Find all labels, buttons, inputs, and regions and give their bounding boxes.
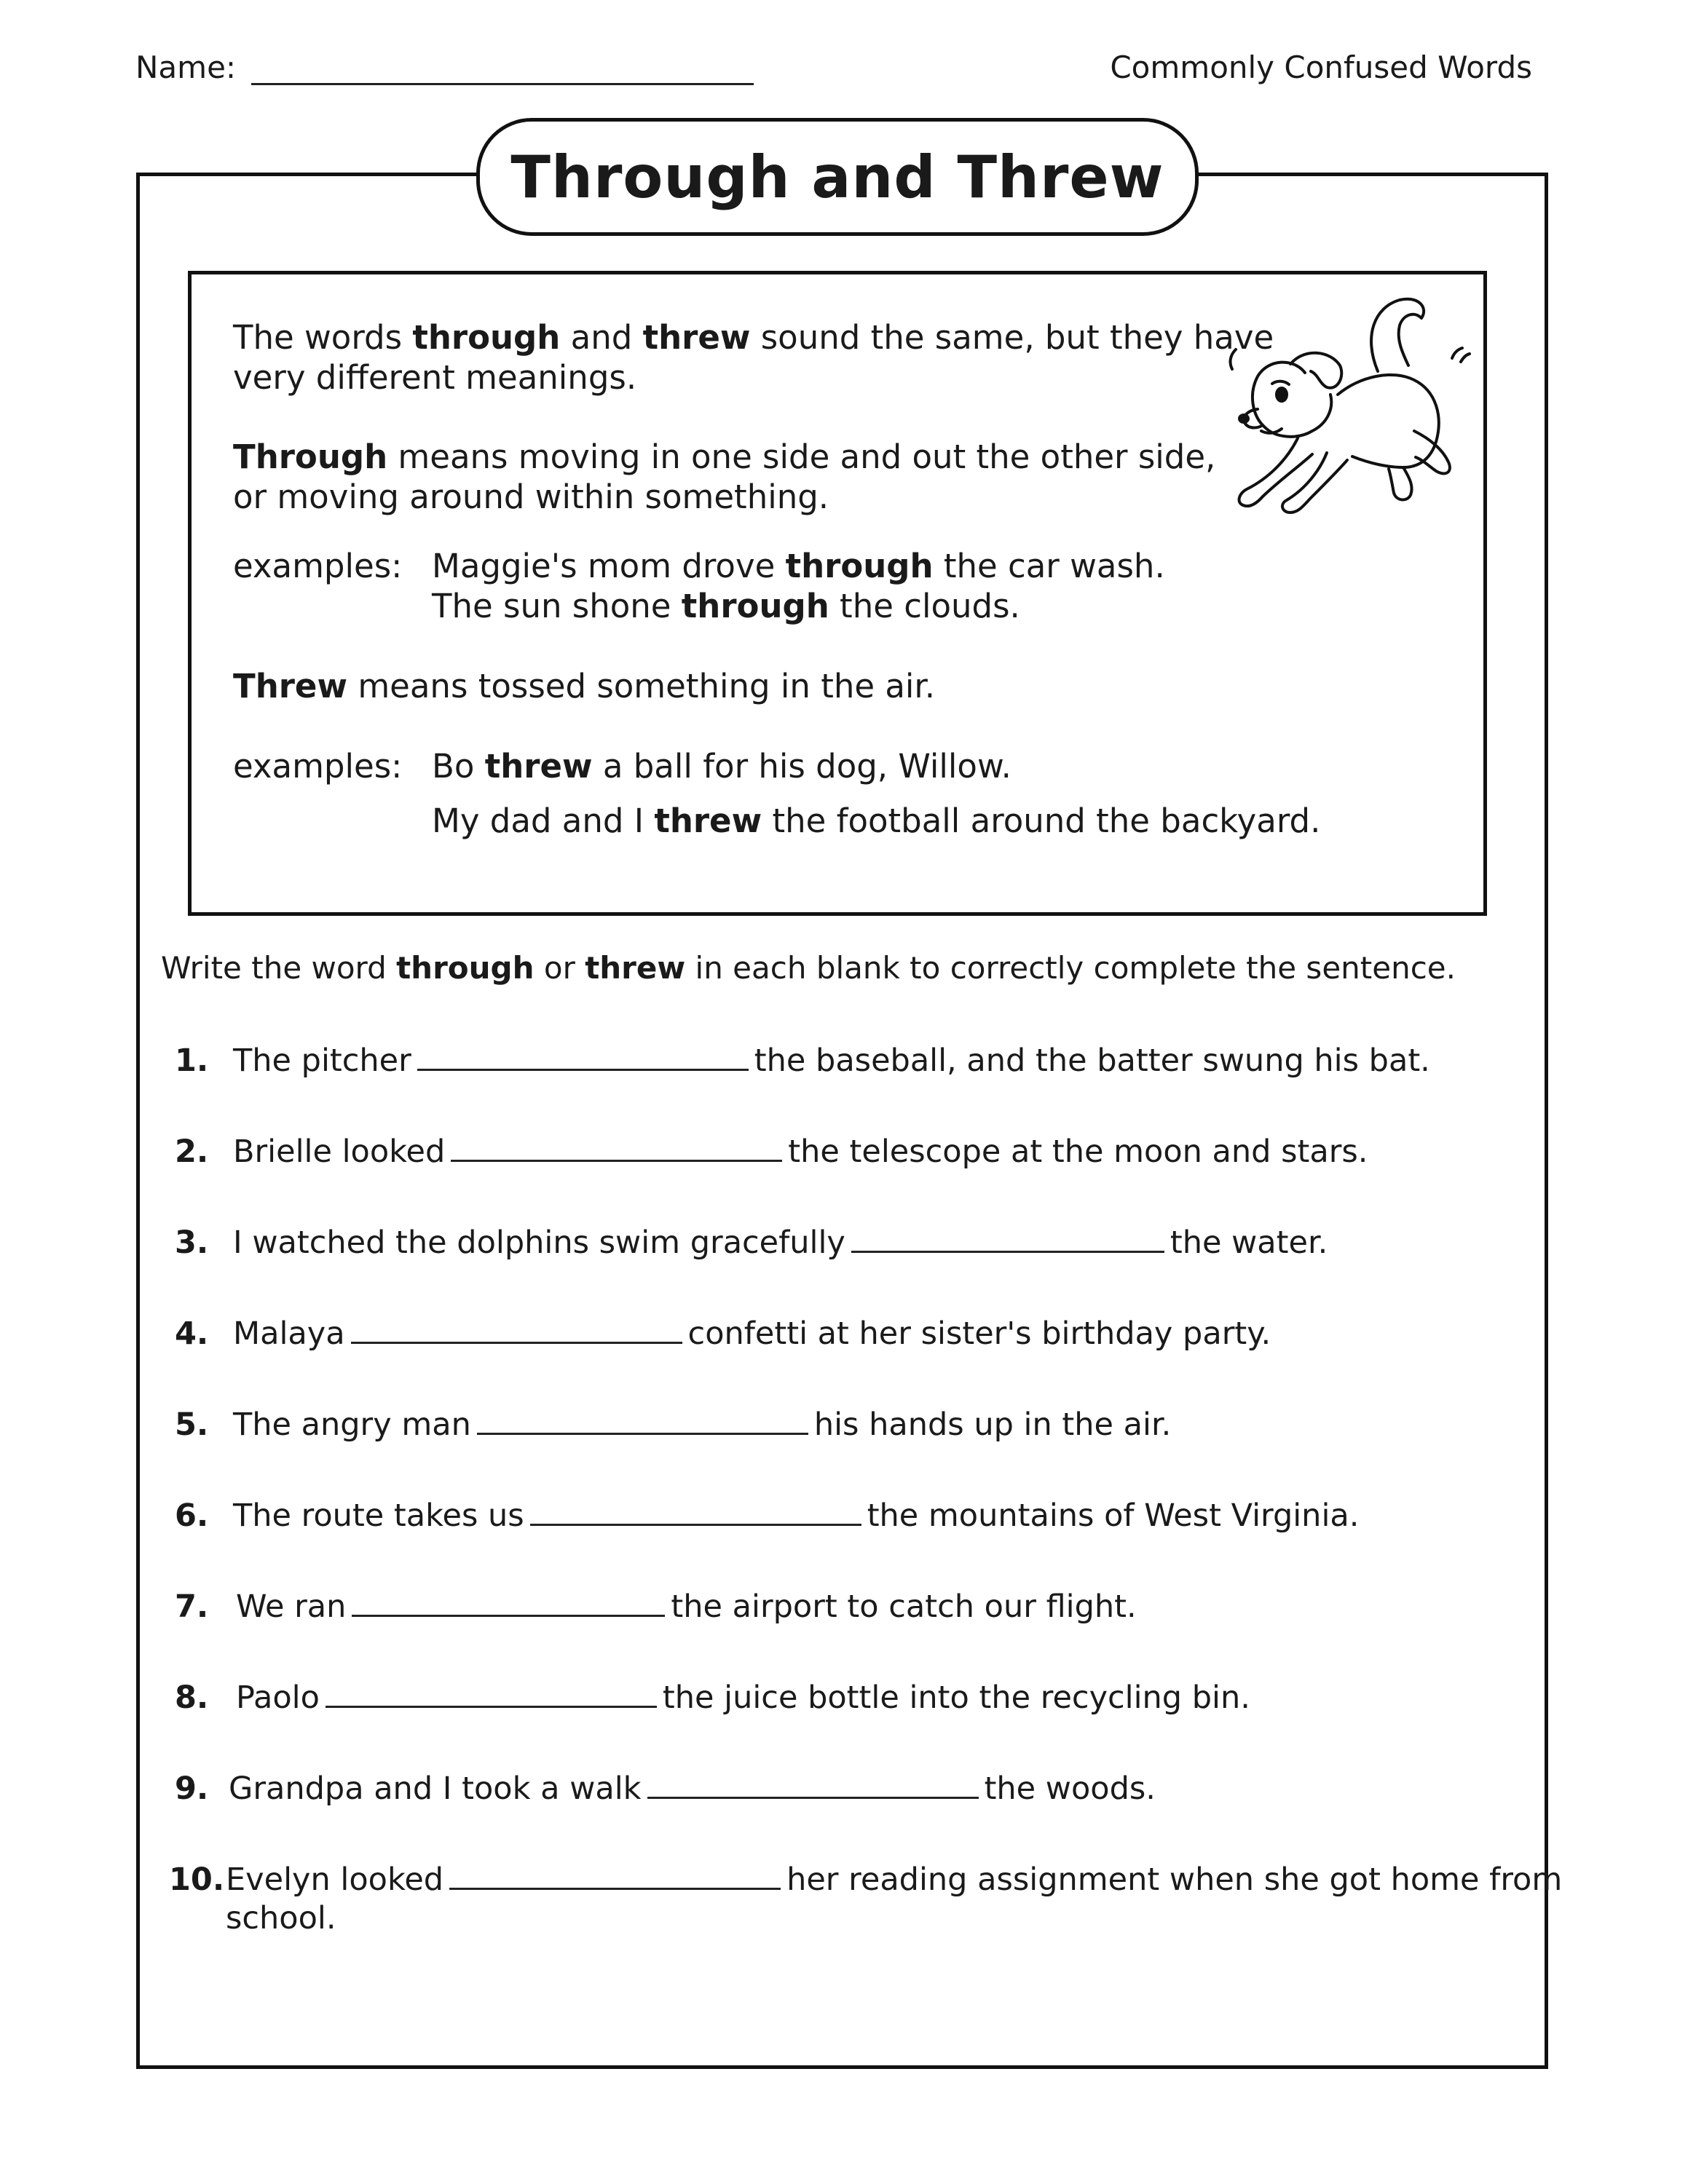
keyword-through: Through [233, 438, 388, 476]
question-5: 5. The angry man his hands up in the air. [175, 1406, 1172, 1443]
keyword-threw: Threw [233, 667, 348, 705]
question-6: 6. The route takes us the mountains of West Virginia. [175, 1497, 1360, 1534]
intro-line-1: The words through and threw sound the same, but they have [233, 318, 1274, 357]
page-title: Through and Threw [510, 143, 1164, 211]
through-example-2: The sun shone through the clouds. [432, 587, 1020, 625]
answer-blank[interactable] [647, 1772, 979, 1799]
threw-definition: Threw means tossed something in the air. [233, 667, 936, 705]
instructions: Write the word through or threw in each blank to correctly complete the sentence. [161, 950, 1456, 986]
answer-blank[interactable] [326, 1681, 657, 1708]
through-definition: Through means moving in one side and out the other side, [233, 438, 1216, 476]
question-4: 4. Malaya confetti at her sister's birthday party. [175, 1315, 1271, 1352]
question-1: 1. The pitcher the baseball, and the batter swung his bat. [175, 1042, 1430, 1079]
keyword-through: through [412, 318, 561, 357]
answer-blank[interactable] [352, 1590, 665, 1617]
through-examples-label: examples: [233, 547, 403, 585]
through-definition-line-2: or moving around within something. [233, 478, 829, 516]
threw-example-1: Bo threw a ball for his dog, Willow. [432, 747, 1011, 786]
answer-blank[interactable] [351, 1317, 682, 1344]
question-10: 10.Evelyn looked her reading assignment when she got home from [169, 1861, 1563, 1898]
question-2: 2. Brielle looked the telescope at the moon and stars. [175, 1133, 1368, 1170]
name-label: Name: [135, 50, 237, 85]
puppy-illustration [1218, 285, 1474, 518]
answer-blank[interactable] [530, 1499, 861, 1526]
name-field[interactable] [251, 83, 754, 85]
answer-blank[interactable] [451, 1135, 782, 1162]
question-9: 9. Grandpa and I took a walk the woods. [175, 1770, 1156, 1807]
keyword-threw: threw [642, 318, 751, 357]
title-banner [476, 118, 1199, 236]
answer-blank[interactable] [417, 1044, 749, 1071]
answer-blank[interactable] [449, 1863, 781, 1890]
answer-blank[interactable] [851, 1226, 1164, 1253]
question-8: 8. Paolo the juice bottle into the recycling bin. [175, 1679, 1250, 1716]
worksheet-topic: Commonly Confused Words [1110, 50, 1532, 85]
threw-examples-label: examples: [233, 747, 403, 786]
question-7: 7. We ran the airport to catch our flight. [175, 1588, 1137, 1625]
through-example-1: Maggie's mom drove through the car wash. [432, 547, 1165, 585]
answer-blank[interactable] [477, 1408, 808, 1435]
threw-example-2: My dad and I threw the football around the backyard. [432, 802, 1321, 840]
question-3: 3. I watched the dolphins swim gracefully the water. [175, 1224, 1328, 1261]
question-10-continuation: school. [226, 1900, 336, 1936]
intro-line-2: very different meanings. [233, 358, 637, 397]
